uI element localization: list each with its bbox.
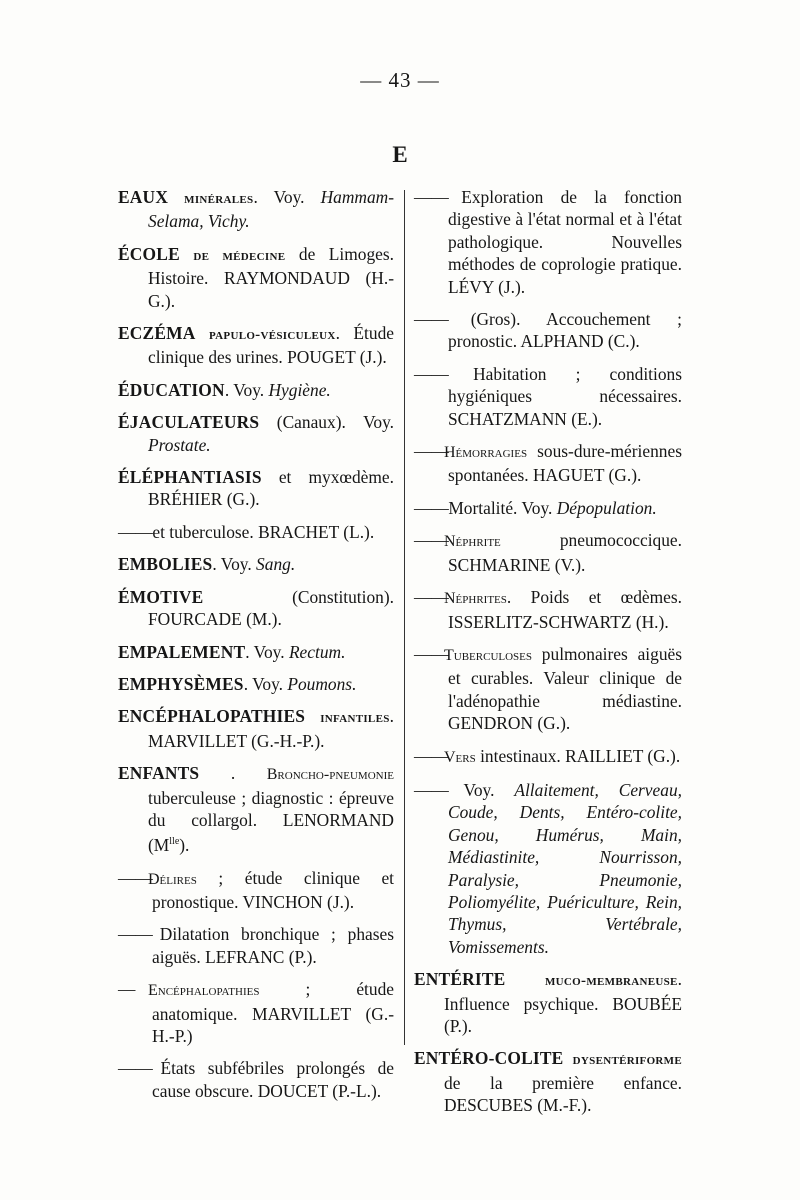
entry-heading: ÉCOLE xyxy=(118,243,180,264)
entry-subject: Délires xyxy=(148,870,197,888)
entry-dash: —— xyxy=(414,530,449,551)
entry-subject: papulo-vésiculeux xyxy=(208,327,336,344)
index-entry xyxy=(118,1057,394,1102)
entry-text: pulmonaires aiguës et curables. Valeur clinique de l'adénopathie médiastine. GENDRON (G.). xyxy=(448,643,682,734)
entry-dash: —— xyxy=(414,187,449,207)
index-entry xyxy=(118,705,394,752)
index-entry xyxy=(118,243,394,312)
entry-text: . xyxy=(230,763,267,784)
entry-text: et myxœdème. BRÉHIER (G.). xyxy=(148,467,394,510)
entry-dash: —— xyxy=(414,643,449,664)
entry-text: Habitation ; conditions hygiéniques nécessaires. SCHATZMANN (E.). xyxy=(444,363,682,429)
entry-crossref: Hammam-Selama, Vichy. xyxy=(148,187,394,232)
entry-crossref: Poumons. xyxy=(287,673,357,694)
entry-text: tuberculeuse ; diagnostic : épreuve du collargol. LENORMAND (M xyxy=(148,787,394,856)
entry-text: ; étude anatomique. MARVILLET (G.-H.-P.) xyxy=(152,979,394,1046)
entry-crossref: Sang. xyxy=(256,554,296,575)
index-entry xyxy=(118,322,394,369)
index-entry xyxy=(118,586,394,631)
index-entry xyxy=(414,586,682,633)
entry-dash: —— xyxy=(118,521,153,542)
entry-subject: infantiles xyxy=(320,710,390,727)
index-entry xyxy=(118,379,394,401)
entry-text: sous-dure-mériennes spontanées. HAGUET (G.). xyxy=(448,441,682,486)
entry-dash: —— xyxy=(414,779,449,800)
right-column xyxy=(414,186,682,1127)
entry-text: . MARVILLET (G.-H.-P.). xyxy=(148,706,394,751)
index-entry xyxy=(414,363,682,430)
entry-text: . Voy. xyxy=(212,554,257,575)
entry-text: pneumococcique. SCHMARINE (V.). xyxy=(448,530,682,575)
index-entry xyxy=(414,779,682,958)
index-entry xyxy=(414,440,682,487)
index-entry xyxy=(118,641,394,663)
entry-text: de Limoges. Histoire. RAYMONDAUD (H.-G.). xyxy=(148,243,394,311)
entry-text: Dilatation bronchique ; phases aiguës. LEFRANC (P.). xyxy=(148,924,394,967)
entry-heading: EMPALEMENT xyxy=(118,641,246,662)
entry-dash: —— xyxy=(414,497,449,518)
index-entry xyxy=(414,643,682,735)
entry-text: Voy. xyxy=(444,779,515,800)
entry-text: et tuberculose. BRACHET (L.). xyxy=(148,521,375,542)
entry-heading: ÉDUCATION xyxy=(118,379,225,400)
entry-subject: Hémorragies xyxy=(444,444,528,462)
index-entry xyxy=(118,186,394,233)
index-entry xyxy=(118,466,394,511)
entry-dash: —— xyxy=(118,1058,153,1079)
entry-text: (Gros). Accouchement ; pronostic. ALPHAND (C.). xyxy=(444,309,682,352)
entry-subject: Tuberculoses xyxy=(444,646,533,664)
entry-dash: —— xyxy=(414,363,449,384)
entry-heading: ÉMOTIVE xyxy=(118,586,204,607)
entry-heading: ECZÉMA xyxy=(118,323,196,344)
entry-dash: —— xyxy=(414,441,449,462)
index-entry xyxy=(118,978,394,1047)
index-entry xyxy=(118,923,394,968)
index-entry xyxy=(414,186,682,298)
entry-crossref: Dépopulation. xyxy=(556,497,657,518)
entry-text: (Canaux). Voy. xyxy=(259,412,394,433)
entry-dash: —— xyxy=(118,924,153,945)
entry-text: . Voy. xyxy=(253,187,321,207)
entry-subject: Vers xyxy=(444,748,476,766)
entry-heading: EMBOLIES xyxy=(118,554,213,575)
entry-text: . Voy. xyxy=(243,673,288,694)
entry-subject: Broncho-pneumonie xyxy=(266,766,394,784)
entry-heading: EAUX xyxy=(118,187,169,207)
index-entry xyxy=(414,308,682,353)
section-letter: E xyxy=(392,142,408,167)
entry-dash: —— xyxy=(118,867,153,888)
entry-heading: ÉLÉPHANTIASIS xyxy=(118,467,262,488)
entry-text: . Voy. xyxy=(245,641,289,662)
entry-text: Mortalité. Voy. xyxy=(444,497,557,518)
entry-subject: Néphrites xyxy=(444,590,507,608)
entry-subject: muco-membraneuse xyxy=(545,973,678,990)
entry-heading: ENCÉPHALOPATHIES xyxy=(118,706,306,727)
index-entry xyxy=(414,529,682,576)
index-entry xyxy=(414,745,682,769)
entry-dash: —— xyxy=(414,309,449,330)
entry-text: ; étude clinique et pronostique. VINCHON (J.). xyxy=(152,867,394,912)
entry-dash: — xyxy=(118,979,136,1000)
entry-subject: de médecine xyxy=(193,247,286,264)
index-entry xyxy=(414,497,682,519)
entry-text: . Influence psychique. BOUBÉE (P.). xyxy=(444,969,682,1036)
entry-subject: Néphrite xyxy=(444,533,501,551)
index-entry xyxy=(118,521,394,543)
entry-subject: dysentériforme xyxy=(572,1052,682,1069)
entry-text: États subfébriles prolongés de cause obscure. DOUCET (P.-L.). xyxy=(148,1058,394,1101)
entry-text: (Constitution). FOURCADE (M.). xyxy=(148,586,394,630)
entry-superscript: lle xyxy=(169,836,180,848)
index-entry xyxy=(414,1047,682,1116)
entry-crossref: Hygiène. xyxy=(268,379,331,400)
entry-subject: Encéphalopathies xyxy=(148,982,260,1000)
entry-subject: minérales xyxy=(184,191,254,207)
entry-text: . Poids et œdèmes. ISSERLITZ-SCHWARTZ (H.). xyxy=(448,587,682,632)
entry-text: de la première enfance. DESCUBES (M.-F.). xyxy=(444,1072,682,1116)
entry-crossref: Prostate. xyxy=(148,434,211,455)
column-divider xyxy=(404,190,405,1045)
entry-text: intestinaux. RAILLIET (G.). xyxy=(475,745,681,766)
left-column xyxy=(118,186,394,1112)
index-entry xyxy=(118,673,394,695)
entry-text: . Voy. xyxy=(224,379,269,400)
entry-heading: ENFANTS xyxy=(118,763,200,784)
entry-heading: ENTÉRO-COLITE xyxy=(414,1048,564,1069)
index-entry xyxy=(118,762,394,856)
index-entry xyxy=(118,553,394,575)
entry-text: ). xyxy=(179,835,190,856)
entry-heading: EMPHYSÈMES xyxy=(118,673,244,694)
index-entry xyxy=(118,411,394,456)
page-number: — 43 — xyxy=(360,68,440,92)
entry-text: Exploration de la fonction digestive à l'état normal et à l'état pathologique. Nouvelles méthodes de coprologie pratique. LÉVY (J.). xyxy=(444,187,682,297)
index-entry xyxy=(118,867,394,914)
entry-crossref: Allaitement, Cerveau, Coude, Dents, Entéro-colite, Genou, Humérus, Main, Médiastinite, Nourrisson, Paralysie, Pneumonie, Poliomyélite, Puériculture, Rein, Thymus, Vertébrale, Vomissements. xyxy=(448,779,682,957)
index-entry xyxy=(414,968,682,1037)
entry-text: . Étude clinique des urines. POUGET (J.). xyxy=(148,323,394,368)
entry-crossref: Rectum. xyxy=(288,641,346,662)
entry-heading: ÉJACULATEURS xyxy=(118,412,260,433)
entry-dash: —— xyxy=(414,587,449,608)
entry-heading: ENTÉRITE xyxy=(414,969,506,990)
entry-dash: —— xyxy=(414,745,449,766)
